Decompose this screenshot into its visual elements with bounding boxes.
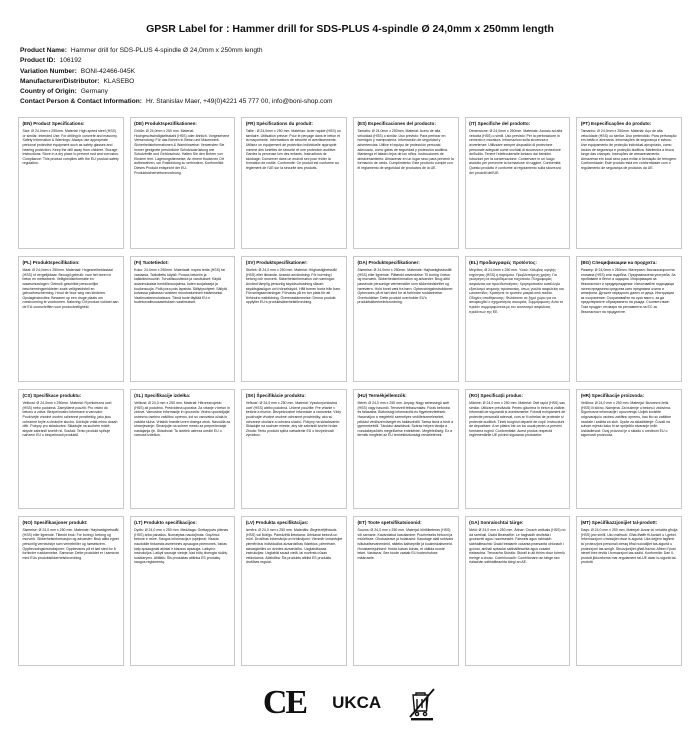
spec-body: Velikost: Ø 24,0 mm x 250 mm. Material: Hitroreznojeklo (HSS) ali podobno. Predvidena uporaba: Za vrtanje v beton in zidove. Varnostne informacije in opozorila: Vedno uporabljajte ustrezno osebno zaščitno opremo, kot so varovalna očala in zaščita sluha. Vrtalnik hranite izven dosega otrok. Navodila za shranjevanje: Shranjujte na suhem mestu za preprečevanje nastajanja rje. Skladnost: Ta izdelek ustreza uredbi EU o varnosti izdelkov.: [134, 401, 231, 438]
meta-value: Hr. Stanislav Maer, +49(0)4221 45 777 00, info@boni-shop.com: [146, 98, 333, 106]
spec-body: Maat: Ø 24,0mm x 250mm. Materiaal: Hogesnelheidsstaal (HSS) of vergelijkbaar. Beoogd gebruik: voor het boren in beton en metselwerk. Veiligheidsinformatie en waarschuwingen: Gebruik geschikte persoonlijke beschermingsmiddelen zoals veiligheidsbril en gehoorbescherming. Houd de boor weg van kinderen. Opslaginstructies: Bewaren op een droge plaats om roestvorming te voorkomen. Naleving: Dit product voldoet aan de EU-voorschriften voor productveiligheid.: [22, 268, 119, 310]
crossed-out-wheeled-bin-icon: [407, 683, 437, 723]
spec-body: Dimensione: Ø 24,0mm x 250mm. Materiale: Acciaio ad alta velocità (HSS) o simili. Uso previsto: Per la perforazione in cemento e muratura. Informazioni sulla sicurezza e avvertenze: Utilizzare sempre dispositivi di protezione personale adeguati come occhiali di sicurezza e protezione dell'udito. Tenere l'elettroutensile lontano dai bambini. Istruzioni per la conservazione: Conservare in un luogo asciutto per prevenire la formazione di ruggine. Conformità: Questo prodotto è conforme al regolamento sulla sicurezza dei prodotti dell'UE.: [469, 129, 563, 175]
spec-heading: (ET) Toote spetsifikatsioonid:: [357, 520, 422, 526]
spec-cell: [465, 117, 571, 249]
spec-grid-row-1: [18, 117, 682, 249]
spec-heading: (SL) Specifikacije izdelka:: [134, 393, 191, 399]
spec-heading: (PT) Especificações do produto:: [580, 121, 652, 127]
spec-body: Storlek: Ø 24,0 mm x 250 mm. Material: Höghastighetsstål (HSS) eller liknande. Avsedd användning: För borrning i betong och murverk. Säkerhetsinformation och varningar: Använd lämplig personlig skyddsutrustning såsom skyddsglasögon och hörselskydd. Håll borren borta från barn. Förvaringsanvisningar: Förvaras på en torr plats för att förhindra rostbildning. Överensstämmelse: Denna produkt uppfyller EU:s produktsäkerhetsförordning.: [245, 268, 342, 305]
spec-cell: [130, 516, 236, 666]
meta-label: Product ID:: [20, 57, 56, 65]
spec-body: Izmērs: Ø 24,0 mm x 250 mm. Materiāls: Ātrgriezējtērauds (HSS) vai līdzīgs. Paredzētā lietošana: Urbšanai betonā un mūrī. Drošības informācija un brīdinājumi: Vienmēr izmantojiet piemērotus individuālos aizsardzības līdzekļus, piemēram, aizsargbrilles un dzirdes aizsardzību. Uzglabāšanas instrukcijas: Uzglabāt sausā vietā, lai novērstu rūsas veidošanos. Atbilstība: Šis produkts atbilst ES produktu drošības regulai.: [245, 528, 343, 565]
spec-heading: (PL) Produktspecifikation:: [22, 260, 80, 266]
meta-value: Germany: [80, 88, 108, 96]
spec-body: Размер: Ø 24,0mm x 250mm. Материал: Високоскоростна стомана (HSS) или подобна. Предназначена употреба: За пробиване в бетон и зидария. Информация за безопасност и предупреждения: Използвайте подходящи лични предпазни средства като предпазни очила и антифони. Дръжте свредлото далеч от деца. Инструкции за съхранение: Съхранявайте на сухо място, за да предотвратите образуването на ръжда. Съответствие: Този продукт отговаря на регламента на ЕС за безопасност на продуктите.: [580, 268, 676, 314]
spec-body: Taille : Ø 24,0mm x 250 mm. Matériau: Acier rapide (HSS) ou similaire. Utilisation prévue: Pour le perçage dans le béton et la maçonnerie. Informations de sécurité et avertissements: Utilisez un équipement de protection individuelle approprié comme des lunettes de sécurité et une protection auditive. Gardez la perceuse loin des enfants. Instructions de stockage: Conserver dans un endroit sec pour éviter la formation de rouille. Conformité: Ce produit est conforme au règlement de l'UE sur la sécurité des produits.: [245, 129, 341, 171]
spec-body: Größe: Ø 24,0mm x 250 mm. Material: Hochgeschwindigkeitsstahl (HSS) oder ähnlich. Vorgesehene Verwendung: Für das Bohren in Beton und Mauerwerk. Sicherheitsinformationen & Warnhinweise: Verwenden Sie immer geeignete persönliche Schutzausrüstung wie Schutzbrille und Gehörschutz. Halten Sie den Bohrer von Kindern fern. Lagerungshinweise: An einem trockenen Ort aufbewahren, um Rostbildung zu verhindern. Konformität: Dieses Produkt entspricht der EU-Produktsicherheitsverordnung.: [134, 129, 230, 175]
spec-body: Størrelse: Ø 24,0mm x 250mm. Materiale: Højhastighedsstål (HSS) eller lignende. Påtænkt anvendelse: Til boring i beton og murværk. Sikkerhedsinformation og advarsler: Brug altid passende personlige værnemidler som sikkerhedsbriller og høreværn. Hold boret væk fra børn. Opbevaringsinstruktioner: Opbevares på et tørt sted for at forhindre rustdannelse. Overholdelse: Dette produkt overholder EU's produktsikkerhedsforordning.: [357, 268, 454, 305]
spec-heading: (EN) Product Specifications:: [22, 121, 85, 127]
spec-heading: (RO) Specificații produs:: [469, 393, 524, 399]
spec-heading: (MT) Speċifikazzjonijiet tal-prodott:: [580, 520, 658, 526]
meta-row: [20, 77, 680, 87]
spec-body: Koko: 24,0mm x 250mm. Materiaali: nopea teräs (HSS) tai vastaava. Tarkoitettu käyttö: Poraus betoniin ja kalkkikivimuuriin. Turvallisuustiedot ja varoitukset: Käytä asianmukaisia henkilönsuojaimia, kuten suojalaseja ja kuulonsuojia. Pidä pora pois lapsista. Säilytysohjeet: Säilytä kuivassa paikassa ruosteen muodostumisen estämiseksi. Vaatimustenmukaisuus: Tämä tuote täyttää EU:n tuoteturvallisuusasetuksen vaatimukset.: [134, 268, 227, 305]
meta-label: Country of Origin:: [20, 88, 77, 96]
spec-cell: [130, 389, 236, 509]
spec-heading: (DE) Produktspezifikationen:: [134, 121, 197, 127]
meta-row: [20, 67, 680, 77]
spec-cell: [353, 389, 459, 509]
spec-heading: (IT) Specifiche del prodotto:: [469, 121, 531, 127]
spec-cell: [241, 117, 347, 249]
page-title: GPSR Label for : Hammer drill for SDS-PLUS 4-spindle Ø 24,0mm x 250mm length: [146, 23, 554, 35]
meta-row: [20, 87, 680, 97]
spec-cell: [241, 516, 347, 666]
spec-heading: (DA) Produktspecifikationer:: [357, 260, 420, 266]
spec-cell: [353, 256, 459, 382]
spec-grid-row-2: [18, 256, 682, 382]
spec-heading: (HU) Termékjellemzők:: [357, 393, 407, 399]
ce-mark-icon: CE: [262, 684, 307, 722]
spec-grid-row-3: [18, 389, 682, 509]
spec-body: Μέγεθος: Ø 24,0mm x 250 mm. Υλικό: Χάλυβας υψηλής ταχύτητας (HSS) ή παρόμοιο. Προβλεπόμενη χρήση: Για γεώτρηση σε σκυρόδεμα και τοιχοποιία. Πληροφορίες ασφαλείας και προειδοποιήσεις: Χρησιμοποιείτε κατάλληλο εξοπλισμό ατομικής προστασίας, όπως γυαλιά ασφαλείας και ωτοασπίδες. Κρατήστε το τρυπάνι μακριά από παιδιά. Οδηγίες αποθήκευσης: Φυλάσσετε σε ξηρό χώρο για να αποφευχθεί ο σχηματισμός σκουριάς. Συμμόρφωση: Αυτό το προϊόν συμμορφώνεται με τον κανονισμό ασφάλειας προϊόντων της ΕΕ.: [469, 268, 564, 314]
spec-heading: (NO) Spesifikasjoner produkt:: [22, 520, 88, 526]
spec-heading: (GA) Sonraíochtaí táirge:: [469, 520, 524, 526]
spec-heading: (LT) Produkto specifikacijos:: [134, 520, 197, 526]
spec-grid-row-4: [18, 516, 682, 666]
product-meta: [20, 46, 680, 107]
meta-row: [20, 97, 680, 107]
spec-body: Mărime: Ø 24,0 mm x 250 mm. Material: Oțel rapid (HSS) sau similar. Utilizare prevăzută: Pentru găurirea în beton și zidărie. Informații de siguranță și avertismente: Folosiți echipament de protecție personală adecvat, cum ar fi ochelari de protecție și protecție auditivă. Țineți burghiul departe de copii. Instrucțiuni de depozitare: A se păstra într-un loc uscat pentru a preveni formarea ruginii. Conformitate: Acest produs respectă reglementările UE privind siguranța produselor.: [469, 401, 566, 438]
spec-cell: [465, 256, 571, 382]
spec-heading: (SV) Produktspecifikationer:: [245, 260, 308, 266]
spec-cell: [18, 389, 124, 509]
compliance-marks: [18, 676, 682, 730]
meta-value: BONI-42466-045K: [80, 67, 136, 75]
spec-cell: [576, 389, 682, 509]
meta-row: [20, 46, 680, 56]
meta-label: Variation Number:: [20, 67, 77, 75]
meta-value: 106192: [59, 57, 82, 65]
meta-label: Manufacturer/Distributor:: [20, 77, 100, 85]
spec-heading: (FI) Tuotetiedot:: [134, 260, 169, 266]
spec-body: Tamanho: Ø 24,0mm x 250mm. Material: Aço de alta velocidade (HSS) ou similar. Uso pretendido: Para perfuração em betão e alvenaria. Informações de segurança e avisos: Use equipamento de proteção individual apropriado, como óculos de segurança e proteção auditiva. Mantenha a broca longe das crianças. Instruções de armazenamento: Armazenar em local seco para evitar a formação de ferrugem. Conformidade: Este produto está em conformidade com o regulamento de segurança de produtos da UE.: [580, 129, 678, 171]
spec-heading: (LV) Produkta specifikācijas:: [245, 520, 309, 526]
spec-cell: [576, 117, 682, 249]
spec-cell: [576, 516, 682, 666]
spec-heading: (ES) Especificaciones del producto:: [357, 121, 436, 127]
meta-label: Contact Person & Contact Information:: [20, 98, 142, 106]
ukca-mark-icon: UKCA: [332, 693, 382, 713]
spec-cell: [130, 117, 236, 249]
spec-cell: [353, 516, 459, 666]
spec-body: Daqs: Ø 24,0 mm x 250 mm. Materjal: Azzar ta' veloċità għolja (HSS) jew simili. Użu maħsub: Għat-tħaffir fil-konkrit u l-ġebel. Informazzjoni u twissijiet dwar is-sigurtà: Uża dejjem tagħmir ta' protezzjoni personali xieraq bħal nuċċalijiet tas-sigurtà u protezzjoni tas-smigħ. Struzzjonijiet għall-ħażna: Aħżen f'post niexef biex tevita l-formazzjoni tas-sadid. Konformità: Dan il-prodott jikkonforma mar-regolament tal-UE dwar is-sigurtà tal-prodotti.: [580, 528, 678, 565]
spec-heading: (EL) Προδιαγραφές προϊόντος:: [469, 260, 537, 266]
spec-body: Tamaño: Ø 24,0mm x 250mm. Material: Acero de alta velocidad (HSS) o similar. Uso previsto: Para perforar en hormigón y mampostería. Información de seguridad y advertencias: Utilice el equipo de protección personal adecuado, como gafas de seguridad y protección auditiva. Mantenga el taladro lejos de los niños. Instrucciones de almacenamiento: Almacenar en un lugar seco para prevenir la formación de óxido. Cumplimiento: Este producto cumple con el reglamento de seguridad de productos de la UE.: [357, 129, 454, 171]
spec-cell: [18, 516, 124, 666]
meta-value: Hammer drill for SDS-PLUS 4-spindle Ø 24,0mm x 250mm length: [70, 47, 263, 55]
spec-cell: [18, 256, 124, 382]
meta-row: [20, 56, 680, 66]
spec-body: Veličina: Ø 24,0 mm x 250 mm. Materijal: Brzorezni čelik (HSS) ili slično. Namjena: Za bušenje u betonu i zidovima. Sigurnosne informacije i upozorenja: Uvijek koristite odgovarajuću osobnu zaštitnu opremu, kao što su zaštitne naočale i zaštita za sluh. Upute za skladištenje: Čuvati na suhom mjestu kako bi se spriječilo stvaranje hrđe. Usklađenost: Ovaj proizvod je u skladu s uredbom EU o sigurnosti proizvoda.: [580, 401, 672, 438]
spec-body: Size: Ø 24,0mm x 250mm. Material: High-speed steel (HSS) or similar. Intended Use: For drilling in concrete and masonry. Safety Information & Warnings: Always use appropriate personal protective equipment such as safety glasses and hearing protection. Keep the drill away from children. Storage Instructions: Store in a dry place to prevent rust and corrosion. Compliance: This product complies with the EU product safety regulation.: [22, 129, 119, 166]
spec-heading: (BG) Спецификации на продукта:: [580, 260, 657, 266]
spec-body: Méid: Ø 24,0 mm x 250 mm. Ábhar: Cruach ardluais (HSS) nó dá samhail. Úsáid Beartaithe: Le haghaidh druileála i gcoincréit agus i saoirseacht. Faisnéis agus rabhaidh sábháilteachta: Úsáid trealamh cosanta pearsanta oiriúnach i gcónaí, amhail spéaclaí sábháilteachta agus cosaint éisteachta. Treoracha Stórála: Stóráil in áit thirim chun foirmiú meirge a chosc. Comhlíonadh: Comhlíonann an táirge seo rialachán sábháilteachta táirgí an AE.: [469, 528, 566, 565]
spec-heading: (FR) Spécifications du produit:: [245, 121, 313, 127]
meta-label: Product Name:: [20, 47, 67, 55]
spec-cell: [465, 389, 571, 509]
spec-cell: [130, 256, 236, 382]
spec-body: Velikost: Ø 24,0mm x 250mm. Materiál: Rychlořezná ocel (HSS) nebo podobná. Zamýšlené použití: Pro vrtání do betonu a zdiva. Bezpečnostní informace a varování: Používejte vhodné osobní ochranné prostředky, jako jsou ochranné brýle a chrániče sluchu. Udržujte vrták mimo dosah dětí. Pokyny pro skladování: Skladujte na suchém místě, abyste zabránili tvorbě rzi. Soulad: Tento produkt splňuje nařízení EU o bezpečnosti produktů.: [22, 401, 118, 438]
spec-cell: [465, 516, 571, 666]
spec-cell: [353, 117, 459, 249]
spec-body: Suurus: Ø 24,0 mm x 250 mm. Materjal: kiirlõiketeras (HSS) või sarnane. Kavandatud kasutamine: Puurimiseks betooni ja müüritisse. Ohutusteave ja hoiatused: Kasutage alati sobivaid isikukaitsevahendeid, näiteks kaitseprille ja kuulmiskaitsmeid. Hoiustamisjuhised: Hoida kuivas kohas, et vältida rooste teket. Vastavus: See toode vastab ELi tooteohutuse määrusele.: [357, 528, 454, 560]
spec-cell: [241, 256, 347, 382]
spec-body: Størrelse: Ø 24,0 mm x 250 mm. Materiale: Høyhastighetsstål (HSS) eller lignende. Tiltenkt bruk: For boring i betong og murverk. Sikkerhetsinformasjon og advarsler: Bruk alltid egnet personlig verneutstyr som vernebriller og hørselsvern. Oppbevaringsinstruksjoner: Oppbevares på et tørt sted for å forhindre rustdannelse. Samsvar: Dette produktet er i samsvar med EUs produktsikkerhetsforordning.: [22, 528, 119, 560]
meta-value: KLASEBO: [103, 77, 135, 85]
spec-body: Méret: Ø 24,0 mm x 250 mm. Anyag: Nagy sebességű acél (HSS) vagy hasonló. Tervezett felhasználás: Fúrás betonba és falazatba. Biztonsági információk és figyelmeztetések: Használjon a megfelelő személyes védőfelszereléseket, például védőszemüveget és hallásvédőt. Tartsa távol a fúrót a gyermekektől. Tárolási utasítások: Száraz helyen tárolja a rozsdaképződés megelőzése érdekében. Megfelelőség: Ez a termék megfelel az EU termékbiztonsági rendeletének.: [357, 401, 454, 438]
spec-heading: (SK) Špecifikácie produktu:: [245, 393, 306, 399]
spec-cell: [18, 117, 124, 249]
spec-body: Dydis: Ø 24,0 mm x 250 mm. Medžiaga: Greitapjovis plienas (HSS) arba panašus. Numatytas naudojimas: Gręžimui betone ir mūre. Saugos informacija ir įspėjimai: Visada naudokite tinkamas asmeninės apsaugos priemones, tokias kaip apsauginiai akiniai ir klausos apsauga. Laikymo instrukcijos: Laikyti sausoje vietoje, kad būtų išvengta rūdžių susidarymo. Atitiktis: Šis produktas atitinka ES produktų saugos reglamentą.: [134, 528, 229, 565]
spec-cell: [241, 389, 347, 509]
spec-heading: (HR) Specifikacije proizvoda:: [580, 393, 645, 399]
spec-body: Veľkosť: Ø 24,0 mm x 250 mm. Materiál: Vysokorýchlostná oceľ (HSS) alebo podobná. Určené použitie: Pre vŕtanie v betóne a murive. Bezpečnostné informácie a varovania: Vždy používajte vhodné osobné ochranné prostriedky, ako sú ochranné okuliare a ochrana sluchu. Pokyny na skladovanie: Skladujte na suchom mieste, aby ste zabránili tvorbe hrdze. Zhoda: Tento produkt spĺňa nariadenie EÚ o bezpečnosti výrobkov.: [245, 401, 341, 438]
spec-heading: (CS) Specifikace produktu:: [22, 393, 82, 399]
spec-cell: [576, 256, 682, 382]
